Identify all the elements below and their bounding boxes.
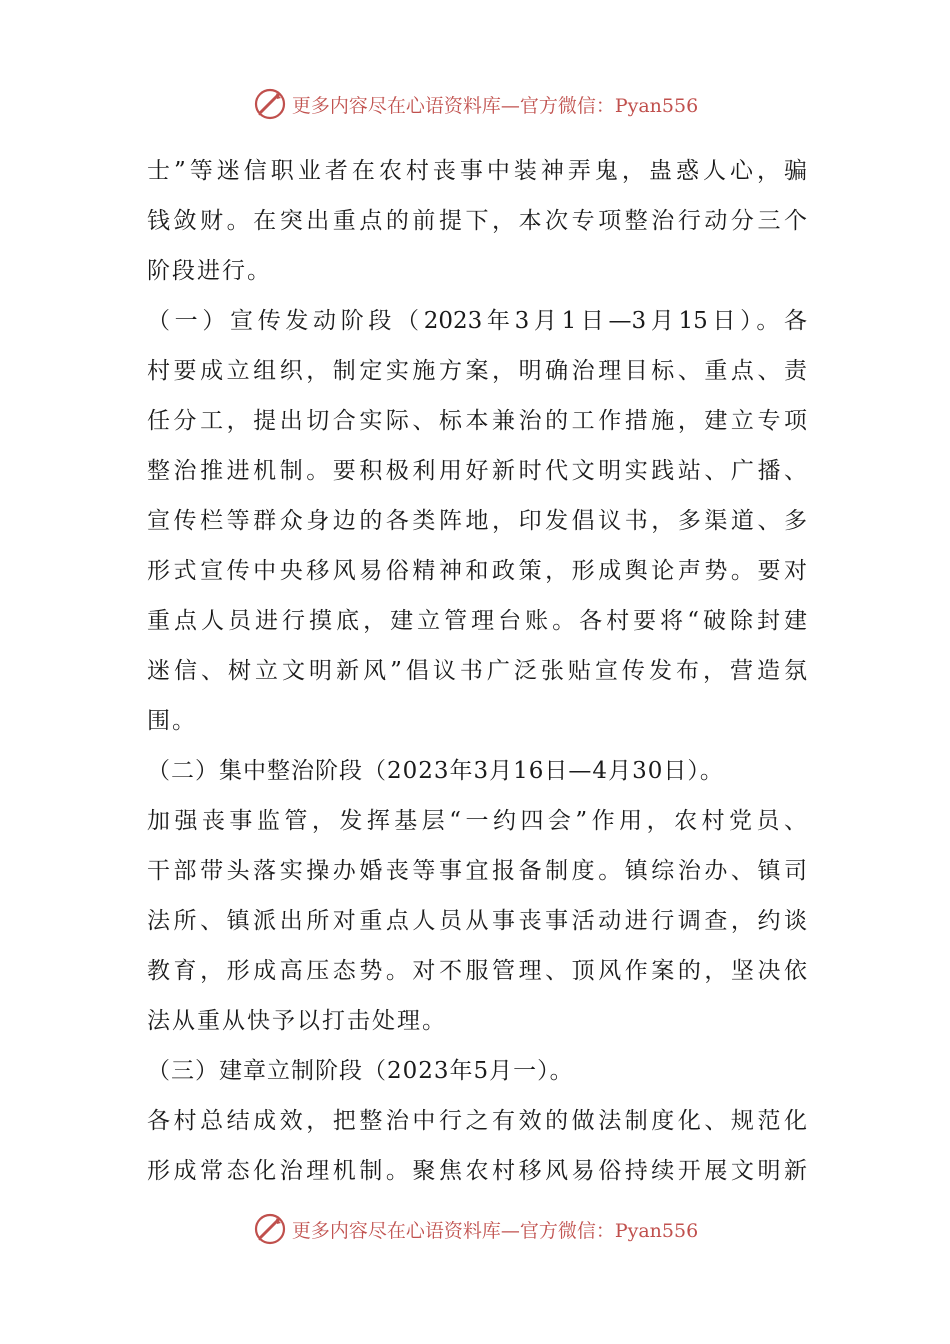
- watermark-header: [0, 84, 950, 124]
- body-line: 钱敛财。在突出重点的前提下，本次专项整治行动分三个: [147, 208, 807, 234]
- section-heading-line: （三）建章立制阶段（2023年5月一）。: [147, 1058, 574, 1084]
- body-line: 士”等迷信职业者在农村丧事中装神弄鬼，蛊惑人心，骗: [147, 158, 807, 184]
- document-body: [147, 146, 807, 1196]
- body-line: 教育，形成高压态势。对不服管理、顶风作案的，坚决依: [147, 958, 807, 984]
- watermark-text: 更多内容尽在心语资料库—官方微信：Pyan556: [291, 1219, 699, 1242]
- body-line: 重点人员进行摸底，建立管理台账。各村要将“破除封建: [147, 608, 807, 634]
- body-line: 法所、镇派出所对重点人员从事丧事活动进行调查，约谈: [147, 908, 807, 934]
- watermark-text: 更多内容尽在心语资料库—官方微信：Pyan556: [291, 94, 699, 117]
- body-line: 干部带头落实操办婚丧等事宜报备制度。镇综治办、镇司: [147, 858, 807, 884]
- body-line: 阶段进行。: [147, 258, 272, 284]
- section-heading-line: （二）集中整治阶段（2023年3月16日—4月30日）。: [147, 758, 724, 784]
- watermark-footer: [0, 1209, 950, 1249]
- body-line: 村要成立组织，制定实施方案，明确治理目标、重点、责: [147, 358, 807, 384]
- section-heading-line: （一）宣传发动阶段（2023年3月1日—3月15日）。各: [147, 308, 807, 334]
- body-line: 形成常态化治理机制。聚焦农村移风易俗持续开展文明新: [147, 1158, 807, 1184]
- body-line: 整治推进机制。要积极利用好新时代文明实践站、广播、: [147, 458, 807, 484]
- body-line: 任分工，提出切合实际、标本兼治的工作措施，建立专项: [147, 408, 807, 434]
- body-line: 法从重从快予以打击处理。: [147, 1008, 447, 1034]
- pen-logo-icon: [252, 1211, 288, 1247]
- body-line: 宣传栏等群众身边的各类阵地，印发倡议书，多渠道、多: [147, 508, 807, 534]
- body-line: 形式宣传中央移风易俗精神和政策，形成舆论声势。要对: [147, 558, 807, 584]
- pen-logo-icon: [252, 86, 288, 122]
- body-line: 迷信、树立文明新风”倡议书广泛张贴宣传发布，营造氛: [147, 658, 807, 684]
- body-line: 各村总结成效，把整治中行之有效的做法制度化、规范化: [147, 1108, 807, 1134]
- body-line: 加强丧事监管，发挥基层“一约四会”作用，农村党员、: [147, 808, 807, 834]
- body-line: 围。: [147, 708, 197, 734]
